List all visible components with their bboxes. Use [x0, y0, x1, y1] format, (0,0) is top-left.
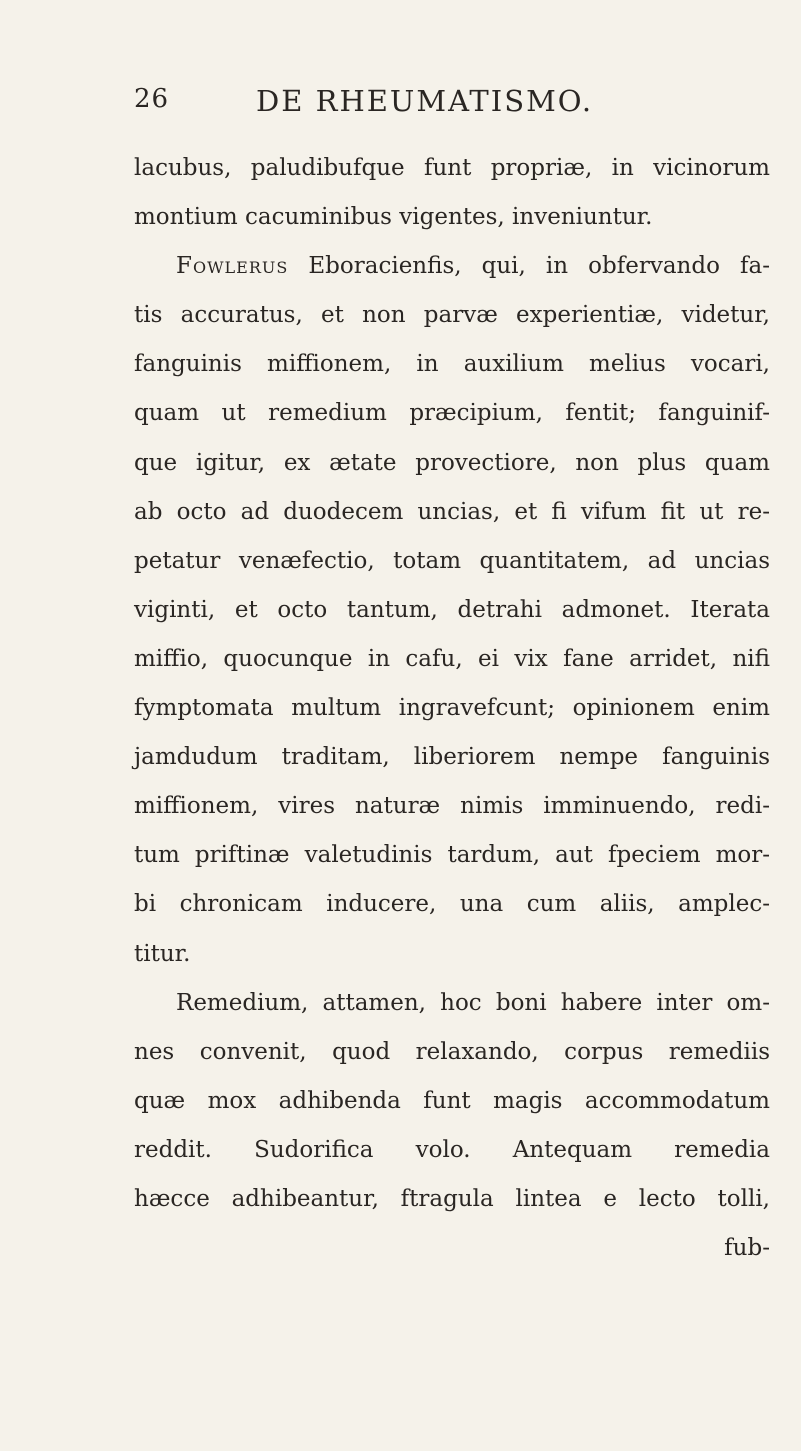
- text-line: titur.: [134, 940, 191, 967]
- text-line: fanguinis miffionem, in auxilium melius vocari,: [134, 351, 770, 378]
- text-line: miffio, quocunque in cafu, ei vix fane arridet, nifi: [134, 645, 770, 672]
- text-line: petatur venæfectio, totam quantitatem, ad uncias: [134, 547, 770, 574]
- text-line-rest: Eboracienfis, qui, in obfervando fa-: [288, 253, 770, 280]
- body-text: [134, 144, 770, 1273]
- text-line: quæ mox adhibenda funt magis accommodatum: [134, 1087, 770, 1114]
- author-name: Fowlerus: [176, 253, 289, 280]
- text-line: miffionem, vires naturæ nimis imminuendo, redi-: [134, 793, 770, 820]
- text-line: jamdudum traditam, liberiorem nempe fanguinis: [134, 744, 770, 771]
- page-number: 26: [134, 84, 170, 114]
- catchword: fub-: [724, 1235, 770, 1262]
- text-line: viginti, et octo tantum, detrahi admonet. Iterata: [134, 596, 770, 623]
- text-line: tis accuratus, et non parvæ experientiæ, videtur,: [134, 302, 770, 329]
- text-line: que igitur, ex ætate provectiore, non plus quam: [134, 449, 770, 476]
- text-line: hæcce adhibeantur, ftragula lintea e lecto tolli,: [134, 1185, 770, 1212]
- text-line: tum priftinæ valetudinis tardum, aut fpeciem mor-: [134, 842, 770, 869]
- text-line: [134, 242, 770, 291]
- text-line: bi chronicam inducere, una cum aliis, amplec-: [134, 891, 770, 918]
- text-line: ab octo ad duodecem uncias, et fi vifum fit ut re-: [134, 498, 770, 525]
- text-line: fymptomata multum ingravefcunt; opinionem enim: [134, 695, 770, 722]
- text-line: reddit. Sudorifica volo. Antequam remedia: [134, 1136, 770, 1163]
- text-line: montium cacuminibus vigentes, inveniuntur.: [134, 204, 653, 231]
- text-line: nes convenit, quod relaxando, corpus remediis: [134, 1038, 770, 1065]
- running-title: DE RHEUMATISMO.: [256, 84, 594, 118]
- text-line: Remedium, attamen, hoc boni habere inter om-: [176, 989, 770, 1016]
- running-head: [0, 84, 801, 124]
- text-line: lacubus, paludibufque funt propriæ, in vicinorum: [134, 155, 770, 181]
- text-line: quam ut remedium præcipium, fentit; fanguinif-: [134, 400, 770, 427]
